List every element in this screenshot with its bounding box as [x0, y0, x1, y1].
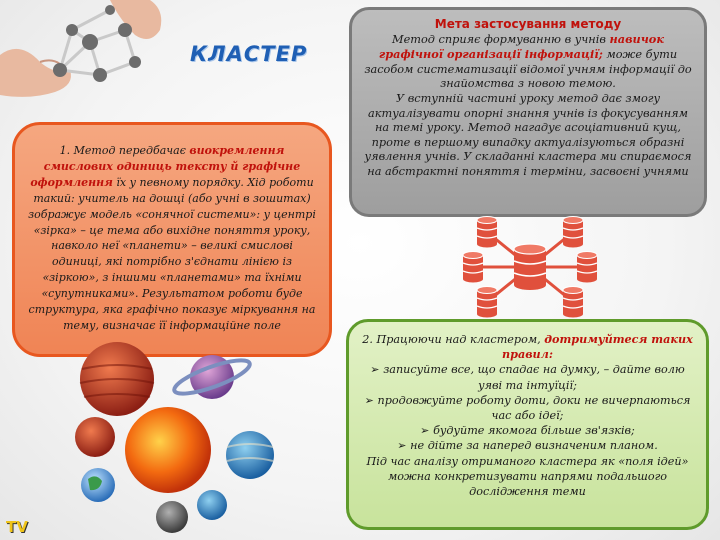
purpose-emphasis: навичок графічної організації інформації; [378, 31, 664, 62]
purpose-heading: Мета застосування методу [434, 17, 622, 31]
description-emphasis: виокремлення смислових одиниць тексту й графічне оформлення [30, 144, 301, 189]
rules-intro-text: 2. Працюючи над кластером, [362, 333, 545, 346]
method-purpose-box [349, 7, 707, 217]
rules-intro-emphasis: дотримуйтеся таких правил: [501, 332, 693, 362]
purpose-paragraph-2: У вступній частині уроку метод дає змогу актуалізувати опорні знання учнів із фокусуванням на темі уроку. Метод нагадує асоціативний кущ, проте в першому випадку актуалізуються образні уявлення учнів. У складанні кластера ми спираємося на абстрактні поняття і терміни, засвоєні учнями [364, 91, 692, 178]
rules-list [357, 362, 698, 453]
method-description-box [12, 122, 332, 357]
database-cluster-icon [455, 212, 605, 322]
tv-logo: TV [6, 518, 28, 536]
page-title: КЛАСТЕР [190, 42, 308, 66]
molecule-model-icon [0, 0, 175, 110]
cluster-rules-box [346, 319, 709, 530]
purpose-text-start: Метод сприяє формуванню в учнів [392, 32, 610, 46]
rule-item: ➢ не дійте за наперед визначеним планом. [357, 438, 698, 453]
rule-item: ➢ продовжуйте роботу доти, доки не вичерпаються час або ідеї; [357, 393, 698, 423]
purpose-text-end: може бути засобом систематизації відомої учням інформації до знайомства з новою темою. [364, 48, 692, 91]
rule-item: ➢ будуйте якомога більше зв'язків; [357, 423, 698, 438]
solar-system-icon [60, 335, 345, 540]
rule-item: ➢ записуйте все, що спадає на думку, – дайте волю уяві та інтуїції; [357, 362, 698, 392]
description-text-end: їх у певному порядку. Хід роботи такий: учитель на дошці (або учні в зошитах) зображує модель «сонячної системи»: у центрі «зірка» – це тема або вихідне поняття уроку, навколо неї «планети» – великі смислові одиниці, які потрібно з'єднати лінією із «зіркою», з іншими «планетами» та їхніми «супутниками». Результатом роботи буде структура, яка графічно показує міркування на тему, визначає її інформаційне поле [28, 175, 316, 332]
rules-intro [357, 332, 698, 362]
rules-outro: Під час аналізу отриманого кластера як «поля ідей» можна конкретизувати напрями подальшого дослідження теми [366, 454, 689, 499]
description-text-start: 1. Метод передбачає [59, 144, 190, 157]
purpose-paragraph-1 [362, 32, 694, 92]
